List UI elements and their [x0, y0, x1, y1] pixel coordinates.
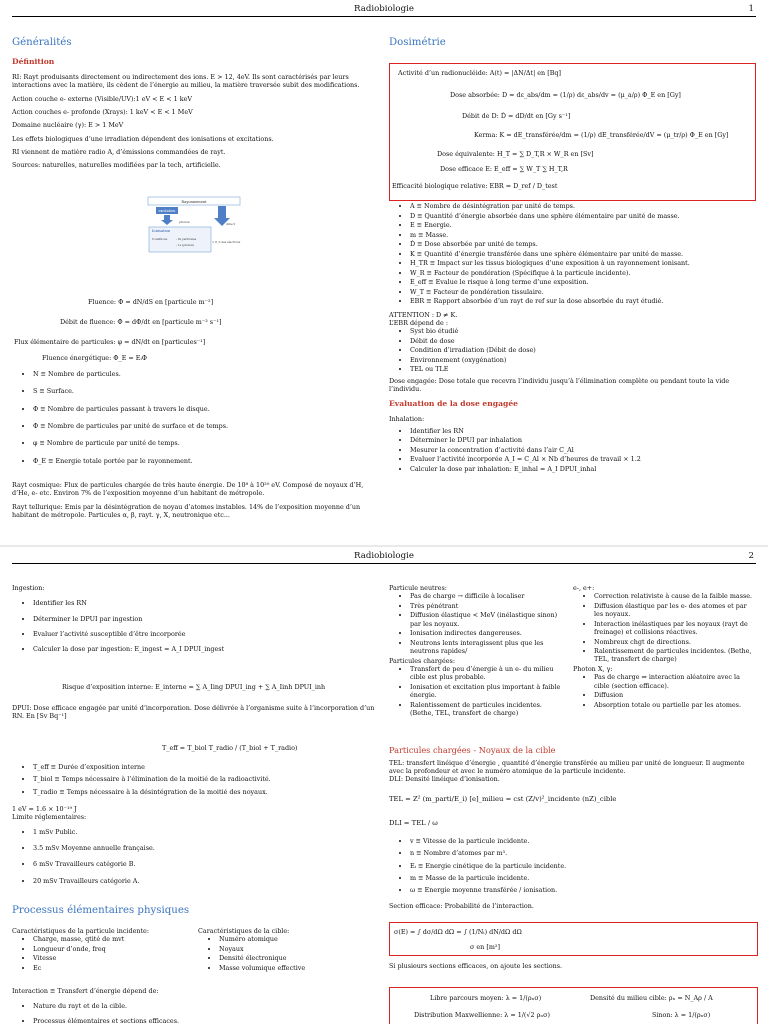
list-item: • Numéro atomique	[219, 935, 378, 943]
page-2	[0, 547, 768, 1024]
list-item: • Neutrons lents interagissent plus que les neutrons rapides/	[410, 639, 567, 656]
list-item: • Pas de charge ⇒ interaction aléatoire avec la cible (section efficace).	[594, 673, 756, 690]
debit-fluence-expression: Φ̇ = dΦ/dt en [particule m⁻² s⁻¹]	[117, 318, 222, 326]
section-efficace-text: Section efficace: Probabilité de l’interaction.	[389, 901, 534, 910]
list-item: • Très pénétrant	[410, 602, 567, 610]
flux-formula	[14, 338, 205, 346]
ev-conversion-text: 1 eV = 1.6 × 10⁻¹⁹ J	[12, 804, 77, 813]
list-item: • Syst bio étudié	[410, 327, 757, 335]
teff-definitions	[12, 763, 380, 893]
dosimetrie-title: Dosimétrie	[389, 37, 446, 48]
list-item: • Nature du rayt et de la cible.	[33, 1002, 380, 1010]
list-item: • Eᵢ ≡ Energie cinétique de la particule incidente.	[410, 862, 757, 870]
list-item: • Nombreux chgt de directions.	[594, 638, 756, 646]
list-item: • Condition d’irradiation (Débit de dose)	[410, 346, 757, 354]
list-item: • 6 mSv Travailleurs catégorie B.	[33, 860, 380, 868]
couche-externe-text: Action couche e- externe (Visible/UV):1 eV < E < 1 keV	[12, 94, 192, 103]
neutres-label: Particule neutres:	[389, 584, 447, 592]
list-item: • S ≡ Surface.	[33, 387, 378, 395]
list-item: • 20 mSv Travailleurs catégorie A.	[33, 877, 380, 885]
fluence-label: Fluence:	[88, 298, 117, 306]
cara-incidente-label: Caractéristiques de la particule incidente:	[12, 927, 149, 935]
photon-label: Photon X, γ:	[573, 664, 613, 673]
list-item: • E ≡ Energie.	[410, 221, 757, 229]
list-item: • TEL ou TLE	[410, 365, 757, 373]
list-item: • N ≡ Nombre de particules.	[33, 370, 378, 378]
dosimetrie-header	[389, 36, 755, 49]
list-item: • φ ≡ Nombre de particule par unité de temps.	[33, 439, 378, 447]
sigma-formula: σ(E) = ∫ dσ/dΩ dΩ = ∫ (1/Nᵢ) dN/dΩ dΩ	[394, 928, 522, 936]
page-header	[12, 3, 756, 17]
sigma-unit: σ en [m²]	[470, 943, 500, 951]
list-item: • Ionisation indirectes dangereuses.	[410, 629, 567, 637]
ebr-formula: Efficacité biologique relative: EBR = D_ref / D_test	[392, 182, 558, 190]
list-item: • Processus élémentaires et sections efficaces.	[33, 1017, 380, 1024]
ebr-depend-text: L’EBR dépend de :	[389, 319, 448, 327]
list-item: • K ≡ Quantité d’énergie transférée dans une sphère élémentaire par unité de masse.	[410, 250, 757, 258]
kerma-formula: Kerma: K = dE_transférée/dm = (1/ρ) dE_transférée/dV = (μ_tr/ρ) Φ_E en [Gy]	[474, 131, 729, 139]
header-title: Radiobiologie	[354, 551, 414, 561]
list-item: • Φ ≡ Nombre de particules par unité de surface et de temps.	[33, 422, 378, 430]
list-item: • m ≡ Masse.	[410, 231, 757, 239]
effets-bio-text: Les effets biologiques d’une irradiation dépendent des ionisations et excitations.	[12, 134, 274, 143]
cara-cible-label: Caractéristiques de la cible:	[198, 927, 290, 935]
fluence-energetique-formula: Fluence énergétique: Φ_E = EᵢΦ	[42, 354, 147, 362]
list-item: • T_biol ≡ Temps nécessaire à l’élimination de la moitié de la radioactivité.	[33, 775, 380, 783]
list-item: • Interaction inélastiques par les noyaux (rayt de freinage) et collisions réactives.	[594, 620, 756, 637]
lpm-formula: Libre parcours moyen: λ = 1/(ρₙσ)	[430, 994, 542, 1002]
list-item: • Ionisation et excitation plus important à faible énergie.	[410, 683, 567, 700]
diagram-b4-label: > E_b des électrons	[212, 240, 241, 244]
generalites-section	[12, 36, 378, 175]
list-item: • Absorption totale ou partielle par les atomes.	[594, 701, 756, 709]
list-item: • D ≡ Quantité d’énergie absorbée dans une sphère élémentaire par unité de masse.	[410, 212, 757, 220]
page-number: 2	[748, 551, 754, 561]
ingestion-section	[12, 584, 380, 661]
dli-text: DLI: Densité linéique d’ionisation.	[389, 775, 500, 784]
page-header	[12, 550, 756, 564]
list-item: • Transfert de peu d’énergie à un e- du milieu cible est plus probable.	[410, 665, 567, 682]
dli-formula: DLI = TEL / ω	[389, 819, 438, 827]
tel-definitions	[389, 837, 757, 910]
list-item: • Ec	[33, 964, 192, 972]
electrons-photons-block	[573, 584, 756, 710]
list-item: • Charge, masse, qtité de mvt	[33, 935, 192, 943]
tel-text: TEL: transfert linéique d’énergie , quantité d’énergie transférée au milieu par unité de longueur. Il augmente avec la profondeur et avec le numéro atomique de la particule incidente.	[389, 758, 745, 775]
dose-efficace-formula: Dose efficace E: E_eff = ∑ W_T ∑ H_T,R	[440, 165, 568, 173]
activite-formula: Activité d’un radionucléide: A(t) = |ΔN/Δt| en [Bq]	[398, 69, 561, 77]
eplus-label: e-, e+:	[573, 584, 595, 592]
plusieurs-sections	[389, 962, 757, 970]
list-item: • n ≡ Nombre d’atomes par m³.	[410, 849, 757, 857]
list-item: • m ≡ Masse de la particule incidente.	[410, 874, 757, 882]
list-item: • Calculer la dose par inhalation: E_inhal = A_I DPUI_inhal	[410, 465, 757, 473]
maxwell-formula: Distribution Maxwellienne: λ = 1/(√2 ρₙσ)	[414, 1011, 550, 1019]
diagram-b2-label: - 8x particules	[176, 237, 197, 241]
debit-fluence-formula	[60, 318, 222, 326]
list-item: • Masse volumique effective	[219, 964, 378, 972]
list-item: • EBR ≡ Rapport absorbée d’un rayt de ref sur la dose absorbée du rayt étudié.	[410, 297, 757, 305]
interaction-block	[12, 987, 380, 1024]
particules-neutres-block	[389, 584, 567, 718]
list-item: • W_R ≡ Facteur de pondération (Spécifique à la particule incidente).	[410, 269, 757, 277]
list-item: • Calculer la dose par ingestion: E_ingest = A_I DPUI_ingest	[33, 645, 380, 653]
cible-block	[198, 927, 378, 973]
list-item: • Densité électronique	[219, 954, 378, 962]
dose-absorbee-formula: Dose absorbée: D = dε_abs/dm = (1/ρ) dε_abs/dv = (μ_a/ρ) Φ_E en [Gy]	[450, 91, 681, 99]
generalites-title: Généralités	[12, 37, 72, 48]
list-item: • Ḋ ≡ Dose absorbée par unité de temps.	[410, 240, 757, 248]
flux-label: Flux élémentaire de particules:	[14, 338, 116, 346]
diagram-conditions-label: Conditions	[152, 237, 168, 241]
list-item: • Débit de dose	[410, 337, 757, 345]
list-item: • Ralentissement de particules incidentes. (Bethe, TEL, transfert de charge)	[594, 647, 756, 664]
list-item: • Φ ≡ Nombre de particules passant à travers le disque.	[33, 405, 378, 413]
ri-origin-text: RI viennent de matière radio A, d’émissions commandées de rayt.	[12, 148, 226, 157]
inhalation-label: Inhalation:	[389, 415, 425, 424]
ri-paragraph: RI: Rayt produisants directement ou indirectement des ions. E > 12, 4eV. Ils sont caractérisés par leurs interactions avec la matière, ils cèdent de l’énergie au milieu, la matière traversée subit des modifications.	[12, 73, 360, 90]
diagram-photon-label: photon	[179, 220, 190, 224]
list-item: • H_TR ≡ Impact sur les tissus biologiques d’une exposition à un rayonnement ionisant.	[410, 259, 757, 267]
teff-formula: T_eff = T_biol T_radio / (T_biol + T_radio)	[162, 744, 298, 752]
dose-engagee-text: Dose engagée: Dose totale que recevra l’individu jusqu’à l’élimination complète ou pendant toute la vide l’individu.	[389, 376, 730, 394]
libre-parcours-box	[389, 987, 758, 1024]
limite-label: Limite réglementaires:	[12, 813, 87, 822]
diagram-direct-label: direct	[226, 222, 235, 226]
list-item: • W_T ≡ Facteur de pondération tissulaire.	[410, 288, 757, 296]
interaction-label: Interaction ≡ Transfert d’énergie dépend de:	[12, 987, 159, 995]
fluence-expression: Φ = dN/dS en [particule m⁻²]	[118, 298, 214, 306]
list-item: • 3.5 mSv Moyenne annuelle française.	[33, 844, 380, 852]
fluence-formula	[88, 298, 213, 306]
dose-equivalente-formula: Dose équivalente: H_T = ∑ D_T,R × W_R en [Sv]	[437, 150, 594, 158]
rayt-cosmique-text: Rayt cosmique: Flux de particules chargée de très haute énergie. De 10⁸ à 10²⁰ eV. Composé de noyaux d’H, d’He, e- etc. Environ 7% de l’exposition moyenne d’un habitant de métropole.	[12, 481, 364, 498]
list-item: • Correction relativiste à cause de la faible masse.	[594, 592, 756, 600]
list-item: • Déterminer le DPUI par ingestion	[33, 615, 380, 623]
diagram-bottom-label: Ionisation	[152, 229, 171, 233]
fluence-definitions	[12, 370, 378, 474]
diagram-top-label: Rayonnement	[181, 200, 207, 204]
list-item: • Déterminer le DPUI par inhalation	[410, 436, 757, 444]
rayt-paragraphs	[12, 481, 380, 524]
list-item: • Noyaux	[219, 945, 378, 953]
densite-formula: Densité du milieu cible: ρₙ = N_Aρ / A	[590, 994, 713, 1002]
list-item: • Identifier les RN	[410, 427, 757, 435]
list-item: • Pas de charge → difficile à localiser	[410, 592, 567, 600]
couche-profonde-text: Action couches e- profonde (Xrays): 1 keV < E < 1 MeV	[12, 108, 193, 117]
list-item: • Longueur d’onde, freq	[33, 945, 192, 953]
header-title: Radiobiologie	[354, 4, 414, 14]
plusieurs-text: Si plusieurs sections efficaces, on ajoute les sections.	[389, 962, 563, 970]
list-item: • Φ_E ≡ Energie totale portée par le rayonnement.	[33, 457, 378, 465]
rayonnement-diagram	[146, 196, 244, 254]
tel-formula: TEL = Z² (m_parti/E_i) [e]_milieu = cst (Z/v)²_incidente (nZ)_cible	[389, 795, 617, 803]
processus-section	[12, 904, 380, 925]
list-item: • Mesurer la concentration d’activité dans l’air C_Al	[410, 446, 757, 454]
list-item: • Diffusion élastique < MeV (inélastique sinon) par les noyaux.	[410, 611, 567, 628]
list-item: • Vitesse	[33, 954, 192, 962]
noyaux-title: Particules chargées - Noyaux de la cible	[389, 745, 556, 755]
list-item: • Ralentissement de particules incidentes. (Bethe, TEL, transfert de charge)	[410, 701, 567, 718]
definition-title: Définition	[12, 57, 55, 67]
diagram-b3-label: - 1e (photon)	[176, 243, 195, 247]
list-item: • Environnement (oxygénation)	[410, 356, 757, 364]
dpui-definition	[12, 704, 380, 726]
list-item: • Evaluer l’activité incorporée A_I = C_Al × Nb d’heures de travail × 1.2	[410, 455, 757, 463]
attention-text: ATTENTION : D ≠ K.	[389, 310, 458, 319]
domaine-nucleaire-text: Domaine nucléaire (γ): E > 1 MeV	[12, 121, 124, 130]
processus-title: Processus élémentaires physiques	[12, 905, 190, 916]
list-item: • A ≡ Nombre de désintégration par unité de temps.	[410, 202, 757, 210]
list-item: • T_radio ≡ Temps nécessaire à la désintégration de la moitié des noyaux.	[33, 788, 380, 796]
diagram-arrow-left	[161, 215, 173, 225]
sigma-formula-box	[389, 922, 758, 956]
dosimetrie-formula-box	[389, 63, 756, 201]
sources-text: Sources: naturelles, naturelles modifiées par la tech, artificielle.	[12, 161, 221, 170]
list-item: • Diffusion élastique par les e- des atomes et par les noyaux.	[594, 602, 756, 619]
list-item: • ω ≡ Energie moyenne transférée / ionisation.	[410, 886, 757, 894]
rayt-tellurique-text: Rayt tellurique: Emis par la désintégration de noyau d’atomes instables. 14% de l’exposition moyenne d’un habitant de métropole. Particules α, β, rayt. γ, X, neutronique etc...	[12, 502, 361, 519]
list-item: • E_eff ≡ Evalue le risque à long terme d’une exposition.	[410, 278, 757, 286]
ingestion-label: Ingestion:	[12, 584, 45, 592]
noyaux-section	[389, 745, 757, 784]
list-item: • 1 mSv Public.	[33, 828, 380, 836]
diagram-left-label: excitation	[158, 209, 176, 213]
particule-incidente-block	[12, 927, 192, 973]
flux-expression: φ = dN/dt en [particules⁻¹]	[117, 338, 206, 346]
list-item: • Identifier les RN	[33, 599, 380, 607]
sinon-formula: Sinon: λ = 1/(ρₙσ)	[652, 1011, 711, 1019]
page-number: 1	[748, 4, 754, 14]
debit-dose-formula: Débit de D: Ḋ = dD/dt en [Gy s⁻¹]	[462, 112, 571, 120]
evaluation-title: Evaluation de la dose engagée	[389, 398, 518, 408]
list-item: • v ≡ Vitesse de la particule incidente.	[410, 837, 757, 845]
risque-formula: Risque d’exposition interne: E_interne = ∑ A_Iing DPUI_ing + ∑ A_Iinh DPUI_inh	[62, 683, 326, 691]
list-item: • Diffusion	[594, 691, 756, 699]
list-item: • T_eff ≡ Durée d’exposition interne	[33, 763, 380, 771]
dosimetrie-definitions	[389, 202, 757, 474]
list-item: • Evaluer l’activité susceptible d’être incorporée	[33, 630, 380, 638]
dpui-text: DPUI: Dose efficace engagée par unité d’incorporation. Dose délivrée à l’organisme suite à l’incorporation d’un RN. En [Sv Bq⁻¹]	[12, 704, 375, 721]
debit-fluence-label: Débit de fluence:	[60, 318, 116, 326]
chargees-label: Particules chargées:	[389, 656, 455, 665]
